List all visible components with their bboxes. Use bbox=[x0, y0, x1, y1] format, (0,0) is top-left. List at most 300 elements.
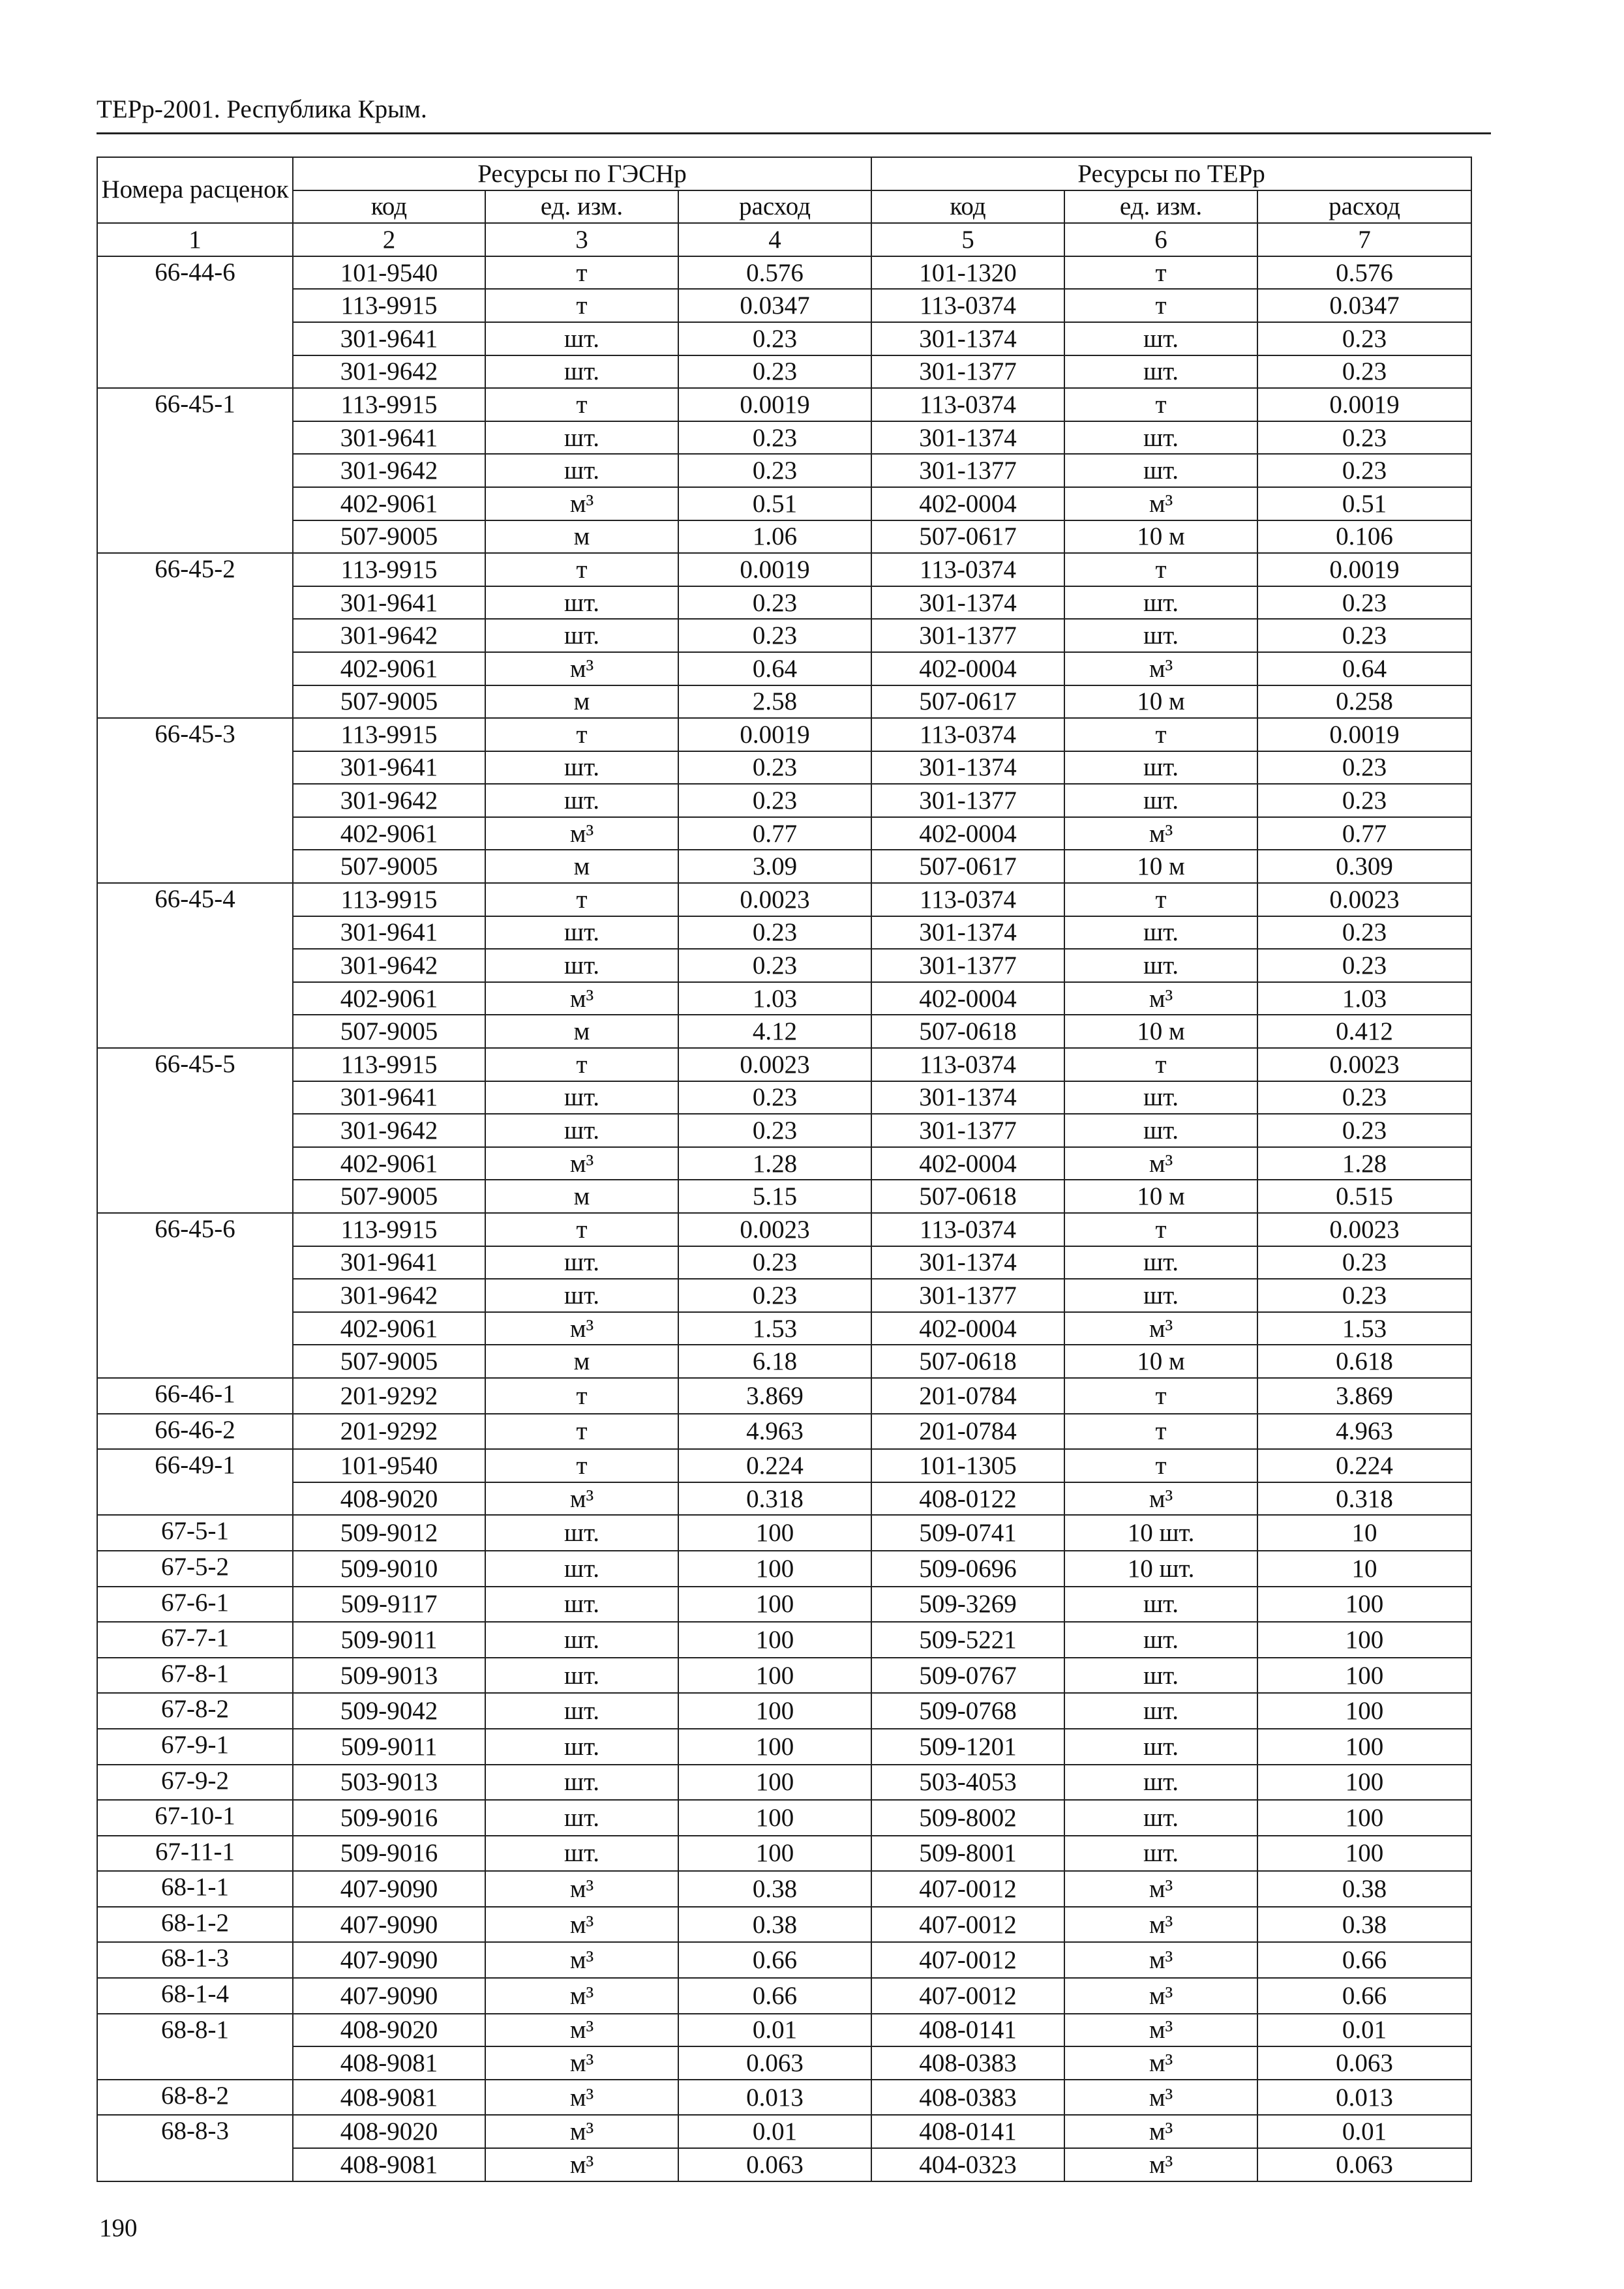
table-cell: 0.23 bbox=[1257, 1246, 1471, 1279]
table-cell: 113-0374 bbox=[871, 388, 1064, 421]
table-cell: 507-0617 bbox=[871, 520, 1064, 554]
table-cell: 0.618 bbox=[1257, 1345, 1471, 1378]
sub-header-cell: код bbox=[293, 190, 485, 224]
table-cell: 113-9915 bbox=[293, 1048, 485, 1081]
table-cell: 201-9292 bbox=[293, 1414, 485, 1450]
table-cell: 101-9540 bbox=[293, 1449, 485, 1482]
table-cell: 113-9915 bbox=[293, 1213, 485, 1246]
table-cell: 407-9090 bbox=[293, 1907, 485, 1943]
sub-header-cell: расход bbox=[678, 190, 871, 224]
table-cell: м³ bbox=[1064, 652, 1257, 685]
table-cell: 301-1377 bbox=[871, 355, 1064, 389]
table-cell: 509-8002 bbox=[871, 1800, 1064, 1836]
table-cell: 201-0784 bbox=[871, 1414, 1064, 1450]
rate-number-cell: 67-8-1 bbox=[97, 1658, 293, 1694]
table-row bbox=[97, 2046, 1471, 2080]
table-cell: 507-9005 bbox=[293, 1180, 485, 1213]
table-cell: шт. bbox=[1064, 1279, 1257, 1312]
table-row bbox=[97, 1378, 1471, 1414]
table-cell: 402-9061 bbox=[293, 1147, 485, 1180]
table-cell: 402-9061 bbox=[293, 817, 485, 850]
table-row bbox=[97, 1978, 1471, 2014]
table-row bbox=[97, 1907, 1471, 1943]
table-row bbox=[97, 520, 1471, 554]
table-cell: 1.28 bbox=[1257, 1147, 1471, 1180]
table-cell: 4.12 bbox=[678, 1015, 871, 1048]
table-cell: м³ bbox=[1064, 2148, 1257, 2181]
rate-number-cell: 67-11-1 bbox=[97, 1836, 293, 1872]
table-cell: 408-9081 bbox=[293, 2148, 485, 2181]
table-cell: шт. bbox=[1064, 619, 1257, 652]
table-cell: 100 bbox=[678, 1765, 871, 1801]
table-cell: 301-9642 bbox=[293, 619, 485, 652]
table-row bbox=[97, 652, 1471, 685]
table-cell: 0.23 bbox=[1257, 454, 1471, 487]
table-cell: 509-9042 bbox=[293, 1693, 485, 1729]
table-cell: 507-0617 bbox=[871, 850, 1064, 883]
table-cell: 10 м bbox=[1064, 1015, 1257, 1048]
table-cell: м³ bbox=[1064, 1907, 1257, 1943]
table-cell: 301-9641 bbox=[293, 1081, 485, 1115]
sub-header-cell: расход bbox=[1257, 190, 1471, 224]
rate-number-cell: 66-45-2 bbox=[97, 553, 293, 718]
table-cell: 0.576 bbox=[678, 256, 871, 290]
table-cell: м³ bbox=[485, 1907, 678, 1943]
sub-header-cell: код bbox=[871, 190, 1064, 224]
table-cell: шт. bbox=[1064, 1246, 1257, 1279]
table-cell: 113-0374 bbox=[871, 1213, 1064, 1246]
rate-number-cell: 68-8-1 bbox=[97, 2014, 293, 2080]
table-cell: 402-9061 bbox=[293, 487, 485, 520]
table-row bbox=[97, 322, 1471, 355]
table-cell: м³ bbox=[1064, 487, 1257, 520]
table-cell: шт. bbox=[1064, 916, 1257, 950]
table-cell: 509-9013 bbox=[293, 1658, 485, 1694]
table-cell: 10 м bbox=[1064, 685, 1257, 719]
table-cell: 0.23 bbox=[678, 421, 871, 455]
col-number-cell: 4 bbox=[678, 223, 871, 256]
table-cell: 113-9915 bbox=[293, 718, 485, 751]
table-cell: 509-9016 bbox=[293, 1800, 485, 1836]
table-cell: 301-9642 bbox=[293, 784, 485, 817]
table-cell: 0.0023 bbox=[678, 1213, 871, 1246]
table-cell: 0.23 bbox=[678, 454, 871, 487]
table-cell: 507-9005 bbox=[293, 520, 485, 554]
table-row bbox=[97, 817, 1471, 850]
table-cell: 0.01 bbox=[678, 2115, 871, 2148]
table-cell: 0.64 bbox=[678, 652, 871, 685]
table-cell: 301-9641 bbox=[293, 322, 485, 355]
table-cell: 100 bbox=[678, 1836, 871, 1872]
table-cell: 301-9641 bbox=[293, 421, 485, 455]
table-cell: 4.963 bbox=[678, 1414, 871, 1450]
table-cell: м³ bbox=[1064, 1482, 1257, 1516]
table-cell: 113-0374 bbox=[871, 883, 1064, 916]
table-cell: 509-0741 bbox=[871, 1515, 1064, 1551]
table-cell: шт. bbox=[1064, 454, 1257, 487]
table-cell: 0.0347 bbox=[678, 289, 871, 322]
table-cell: шт. bbox=[1064, 949, 1257, 982]
table-row bbox=[97, 586, 1471, 620]
table-cell: 0.66 bbox=[1257, 1978, 1471, 2014]
table-cell: 10 м bbox=[1064, 1345, 1257, 1378]
col-header-gesn: Ресурсы по ГЭСНр bbox=[293, 157, 871, 190]
table-cell: 301-9642 bbox=[293, 1279, 485, 1312]
table-row bbox=[97, 388, 1471, 421]
table-cell: 100 bbox=[678, 1515, 871, 1551]
table-cell: 0.66 bbox=[1257, 1942, 1471, 1978]
table-cell: 100 bbox=[678, 1693, 871, 1729]
table-cell: шт. bbox=[1064, 1587, 1257, 1623]
table-cell: шт. bbox=[1064, 586, 1257, 620]
table-cell: 507-9005 bbox=[293, 850, 485, 883]
table-row bbox=[97, 883, 1471, 916]
col-number-cell: 7 bbox=[1257, 223, 1471, 256]
table-cell: 0.38 bbox=[678, 1871, 871, 1907]
table-cell: 0.23 bbox=[1257, 1279, 1471, 1312]
table-cell: 507-9005 bbox=[293, 685, 485, 719]
table-cell: 507-0618 bbox=[871, 1180, 1064, 1213]
rate-number-cell: 67-10-1 bbox=[97, 1800, 293, 1836]
table-cell: 509-8001 bbox=[871, 1836, 1064, 1872]
rate-number-cell: 66-46-2 bbox=[97, 1414, 293, 1450]
table-cell: 0.23 bbox=[678, 784, 871, 817]
table-cell: 301-1374 bbox=[871, 322, 1064, 355]
table-cell: т bbox=[485, 388, 678, 421]
table-cell: 0.309 bbox=[1257, 850, 1471, 883]
table-cell: 402-0004 bbox=[871, 487, 1064, 520]
table-cell: 113-9915 bbox=[293, 553, 485, 586]
table-cell: 509-0767 bbox=[871, 1658, 1064, 1694]
table-cell: 113-0374 bbox=[871, 289, 1064, 322]
table-row bbox=[97, 1729, 1471, 1765]
resources-table bbox=[97, 157, 1472, 2182]
table-cell: 0.23 bbox=[678, 355, 871, 389]
table-cell: 0.576 bbox=[1257, 256, 1471, 290]
table-cell: 408-0383 bbox=[871, 2080, 1064, 2116]
table-cell: шт. bbox=[485, 322, 678, 355]
table-cell: 10 шт. bbox=[1064, 1551, 1257, 1587]
table-cell: 509-9117 bbox=[293, 1587, 485, 1623]
table-cell: шт. bbox=[1064, 1114, 1257, 1147]
table-cell: 0.013 bbox=[1257, 2080, 1471, 2116]
table-cell: 0.0023 bbox=[1257, 883, 1471, 916]
table-row bbox=[97, 1942, 1471, 1978]
header-row-col-numbers bbox=[97, 223, 1471, 256]
table-cell: 301-1374 bbox=[871, 1081, 1064, 1115]
table-cell: 0.0019 bbox=[678, 718, 871, 751]
rate-number-cell: 67-9-2 bbox=[97, 1765, 293, 1801]
table-cell: 100 bbox=[1257, 1729, 1471, 1765]
table-cell: 1.06 bbox=[678, 520, 871, 554]
table-cell: 408-0141 bbox=[871, 2014, 1064, 2047]
table-cell: 0.23 bbox=[1257, 355, 1471, 389]
table-row bbox=[97, 256, 1471, 290]
table-cell: шт. bbox=[1064, 355, 1257, 389]
table-cell: т bbox=[1064, 1414, 1257, 1450]
table-cell: 100 bbox=[1257, 1765, 1471, 1801]
resources-table-body bbox=[97, 157, 1471, 2181]
rate-number-cell: 67-5-1 bbox=[97, 1515, 293, 1551]
rate-number-cell: 66-46-1 bbox=[97, 1378, 293, 1414]
table-cell: шт. bbox=[485, 454, 678, 487]
table-row bbox=[97, 949, 1471, 982]
table-cell: 408-9081 bbox=[293, 2080, 485, 2116]
table-cell: м bbox=[485, 1015, 678, 1048]
table-cell: м³ bbox=[485, 1482, 678, 1516]
table-cell: шт. bbox=[485, 1587, 678, 1623]
table-cell: м bbox=[485, 1345, 678, 1378]
rate-number-cell: 67-9-1 bbox=[97, 1729, 293, 1765]
table-cell: 507-0618 bbox=[871, 1345, 1064, 1378]
table-cell: шт. bbox=[1064, 1658, 1257, 1694]
table-cell: 407-0012 bbox=[871, 1871, 1064, 1907]
table-cell: 509-9016 bbox=[293, 1836, 485, 1872]
table-cell: 100 bbox=[678, 1587, 871, 1623]
table-cell: 0.515 bbox=[1257, 1180, 1471, 1213]
table-cell: 201-9292 bbox=[293, 1378, 485, 1414]
table-cell: шт. bbox=[485, 586, 678, 620]
table-cell: м³ bbox=[485, 1871, 678, 1907]
table-row bbox=[97, 1800, 1471, 1836]
rate-number-cell: 66-45-4 bbox=[97, 883, 293, 1048]
table-row bbox=[97, 1765, 1471, 1801]
table-cell: м³ bbox=[1064, 2046, 1257, 2080]
table-cell: 5.15 bbox=[678, 1180, 871, 1213]
table-row bbox=[97, 1015, 1471, 1048]
table-cell: 0.23 bbox=[1257, 784, 1471, 817]
table-cell: 407-9090 bbox=[293, 1942, 485, 1978]
table-cell: шт. bbox=[485, 1622, 678, 1658]
table-cell: 113-9915 bbox=[293, 388, 485, 421]
col-header-ter: Ресурсы по ТЕРр bbox=[871, 157, 1471, 190]
table-cell: 503-4053 bbox=[871, 1765, 1064, 1801]
table-cell: 0.0019 bbox=[678, 553, 871, 586]
table-cell: м³ bbox=[1064, 1871, 1257, 1907]
table-cell: 408-0122 bbox=[871, 1482, 1064, 1516]
table-cell: 3.09 bbox=[678, 850, 871, 883]
table-cell: 0.77 bbox=[678, 817, 871, 850]
table-cell: м³ bbox=[485, 1978, 678, 2014]
table-cell: 402-0004 bbox=[871, 1312, 1064, 1345]
rate-number-cell: 68-1-1 bbox=[97, 1871, 293, 1907]
table-cell: 0.01 bbox=[678, 2014, 871, 2047]
table-cell: 301-1374 bbox=[871, 421, 1064, 455]
rate-number-cell: 68-8-2 bbox=[97, 2080, 293, 2116]
table-cell: шт. bbox=[1064, 1800, 1257, 1836]
table-cell: 100 bbox=[1257, 1836, 1471, 1872]
table-cell: 301-9641 bbox=[293, 586, 485, 620]
table-cell: шт. bbox=[1064, 751, 1257, 785]
table-cell: м³ bbox=[485, 2014, 678, 2047]
table-cell: 0.23 bbox=[1257, 1114, 1471, 1147]
table-cell: м³ bbox=[1064, 1978, 1257, 2014]
table-cell: м³ bbox=[485, 1312, 678, 1345]
table-cell: 0.23 bbox=[678, 1246, 871, 1279]
table-cell: 100 bbox=[678, 1729, 871, 1765]
table-row bbox=[97, 1114, 1471, 1147]
table-cell: 407-9090 bbox=[293, 1871, 485, 1907]
table-cell: 301-1377 bbox=[871, 1114, 1064, 1147]
table-cell: 509-3269 bbox=[871, 1587, 1064, 1623]
table-cell: шт. bbox=[485, 1800, 678, 1836]
table-cell: 0.23 bbox=[1257, 751, 1471, 785]
table-cell: 4.963 bbox=[1257, 1414, 1471, 1450]
table-row bbox=[97, 1180, 1471, 1213]
table-row bbox=[97, 1081, 1471, 1115]
table-cell: 100 bbox=[678, 1551, 871, 1587]
table-row bbox=[97, 1449, 1471, 1482]
page-number: 190 bbox=[99, 2214, 138, 2242]
table-row bbox=[97, 619, 1471, 652]
table-cell: 402-9061 bbox=[293, 982, 485, 1015]
table-cell: шт. bbox=[485, 751, 678, 785]
table-cell: шт. bbox=[485, 1658, 678, 1694]
table-cell: шт. bbox=[485, 1551, 678, 1587]
table-row bbox=[97, 1147, 1471, 1180]
table-cell: 113-0374 bbox=[871, 553, 1064, 586]
col-number-cell: 2 bbox=[293, 223, 485, 256]
table-cell: шт. bbox=[485, 1729, 678, 1765]
table-cell: 2.58 bbox=[678, 685, 871, 719]
table-cell: 0.318 bbox=[1257, 1482, 1471, 1516]
table-cell: 100 bbox=[678, 1800, 871, 1836]
rate-number-cell: 67-5-2 bbox=[97, 1551, 293, 1587]
table-cell: 0.0019 bbox=[1257, 718, 1471, 751]
table-row bbox=[97, 1587, 1471, 1623]
table-cell: 407-0012 bbox=[871, 1978, 1064, 2014]
table-cell: м³ bbox=[485, 1147, 678, 1180]
rate-number-cell: 67-8-2 bbox=[97, 1693, 293, 1729]
col-number-cell: 3 bbox=[485, 223, 678, 256]
table-cell: 507-0617 bbox=[871, 685, 1064, 719]
table-cell: 408-0141 bbox=[871, 2115, 1064, 2148]
table-cell: 408-0383 bbox=[871, 2046, 1064, 2080]
table-cell: 503-9013 bbox=[293, 1765, 485, 1801]
table-cell: м³ bbox=[1064, 2014, 1257, 2047]
table-cell: 509-1201 bbox=[871, 1729, 1064, 1765]
table-cell: шт. bbox=[1064, 1622, 1257, 1658]
table-cell: м³ bbox=[485, 487, 678, 520]
table-cell: м³ bbox=[485, 2080, 678, 2116]
table-row bbox=[97, 1048, 1471, 1081]
table-cell: 10 bbox=[1257, 1551, 1471, 1587]
table-cell: м³ bbox=[1064, 817, 1257, 850]
header-row-groups bbox=[97, 157, 1471, 190]
table-cell: 100 bbox=[1257, 1622, 1471, 1658]
table-cell: 0.0019 bbox=[1257, 388, 1471, 421]
rate-number-cell: 66-45-6 bbox=[97, 1213, 293, 1378]
table-cell: шт. bbox=[1064, 1693, 1257, 1729]
table-cell: 509-9010 bbox=[293, 1551, 485, 1587]
table-cell: шт. bbox=[485, 1114, 678, 1147]
table-cell: шт. bbox=[485, 1279, 678, 1312]
table-cell: 0.0347 bbox=[1257, 289, 1471, 322]
table-cell: 0.01 bbox=[1257, 2014, 1471, 2047]
table-cell: 1.53 bbox=[678, 1312, 871, 1345]
table-cell: т bbox=[1064, 388, 1257, 421]
table-cell: шт. bbox=[485, 949, 678, 982]
table-cell: шт. bbox=[485, 784, 678, 817]
table-cell: 301-1374 bbox=[871, 586, 1064, 620]
table-cell: 0.23 bbox=[678, 949, 871, 982]
table-cell: 0.0019 bbox=[1257, 553, 1471, 586]
table-cell: 301-9641 bbox=[293, 916, 485, 950]
table-cell: 301-9642 bbox=[293, 355, 485, 389]
table-cell: 0.23 bbox=[1257, 916, 1471, 950]
table-cell: т bbox=[485, 1048, 678, 1081]
table-row bbox=[97, 1551, 1471, 1587]
table-cell: 0.0019 bbox=[678, 388, 871, 421]
table-cell: 301-1374 bbox=[871, 916, 1064, 950]
table-cell: 0.23 bbox=[1257, 619, 1471, 652]
table-cell: 101-1305 bbox=[871, 1449, 1064, 1482]
header-rule bbox=[97, 132, 1491, 134]
table-cell: т bbox=[485, 1378, 678, 1414]
table-row bbox=[97, 1482, 1471, 1516]
table-cell: 301-1374 bbox=[871, 751, 1064, 785]
table-cell: 0.23 bbox=[678, 1081, 871, 1115]
table-cell: м³ bbox=[485, 2046, 678, 2080]
table-row bbox=[97, 784, 1471, 817]
table-cell: 509-5221 bbox=[871, 1622, 1064, 1658]
table-cell: шт. bbox=[485, 421, 678, 455]
table-row bbox=[97, 1246, 1471, 1279]
table-cell: 0.51 bbox=[678, 487, 871, 520]
table-cell: 0.23 bbox=[678, 1114, 871, 1147]
table-cell: м bbox=[485, 850, 678, 883]
table-cell: 407-0012 bbox=[871, 1942, 1064, 1978]
table-cell: 0.01 bbox=[1257, 2115, 1471, 2148]
table-cell: шт. bbox=[1064, 1765, 1257, 1801]
table-cell: 0.23 bbox=[1257, 1081, 1471, 1115]
table-cell: шт. bbox=[1064, 421, 1257, 455]
table-cell: 0.51 bbox=[1257, 487, 1471, 520]
sub-header-cell: ед. изм. bbox=[1064, 190, 1257, 224]
table-cell: м³ bbox=[485, 652, 678, 685]
table-cell: 101-1320 bbox=[871, 256, 1064, 290]
table-row bbox=[97, 1414, 1471, 1450]
table-row bbox=[97, 1279, 1471, 1312]
table-cell: т bbox=[1064, 1449, 1257, 1482]
table-cell: 507-9005 bbox=[293, 1345, 485, 1378]
table-cell: 509-0696 bbox=[871, 1551, 1064, 1587]
table-cell: шт. bbox=[485, 1246, 678, 1279]
table-row bbox=[97, 487, 1471, 520]
rate-number-cell: 67-6-1 bbox=[97, 1587, 293, 1623]
table-cell: 0.0023 bbox=[1257, 1213, 1471, 1246]
table-cell: 404-0323 bbox=[871, 2148, 1064, 2181]
table-cell: 100 bbox=[1257, 1693, 1471, 1729]
table-cell: 3.869 bbox=[678, 1378, 871, 1414]
table-cell: м³ bbox=[1064, 2080, 1257, 2116]
table-row bbox=[97, 916, 1471, 950]
table-cell: 1.03 bbox=[1257, 982, 1471, 1015]
table-cell: 301-1377 bbox=[871, 619, 1064, 652]
rate-number-cell: 66-45-1 bbox=[97, 388, 293, 553]
table-cell: м bbox=[485, 1180, 678, 1213]
table-cell: т bbox=[485, 289, 678, 322]
rate-number-cell: 66-45-5 bbox=[97, 1048, 293, 1213]
table-cell: 509-9012 bbox=[293, 1515, 485, 1551]
table-cell: 0.224 bbox=[678, 1449, 871, 1482]
table-cell: 0.412 bbox=[1257, 1015, 1471, 1048]
table-row bbox=[97, 685, 1471, 719]
rate-number-cell: 68-8-3 bbox=[97, 2115, 293, 2181]
table-cell: 10 м bbox=[1064, 1180, 1257, 1213]
table-cell: 509-0768 bbox=[871, 1693, 1064, 1729]
rate-number-cell: 66-49-1 bbox=[97, 1449, 293, 1515]
